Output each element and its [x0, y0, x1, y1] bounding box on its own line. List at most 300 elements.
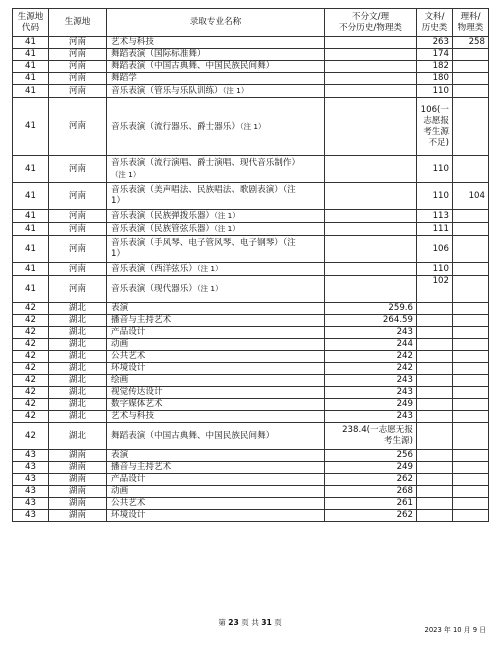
admission-score-sheet: [12, 8, 488, 522]
origin-cell: [49, 387, 107, 399]
origin-cell-text: 河南: [68, 223, 87, 234]
major-name-cell-text: 产品设计: [111, 474, 146, 484]
table-row: [13, 423, 489, 450]
origin-cell: [49, 223, 107, 236]
origin-cell: [49, 450, 107, 462]
table-row: [13, 303, 489, 315]
origin-cell-text: 河南: [68, 73, 87, 83]
origin-code-cell: [13, 399, 49, 411]
major-name-cell: [107, 486, 325, 498]
science-score-cell: [453, 375, 489, 387]
unified-score-cell: [325, 183, 417, 210]
major-name-cell: [107, 156, 325, 183]
origin-cell-text: 湖北: [68, 339, 87, 349]
unified-score-cell: [325, 156, 417, 183]
major-name-cell: [107, 37, 325, 49]
table-row: [13, 183, 489, 210]
science-score-cell: [453, 85, 489, 98]
arts-score-cell: [417, 339, 453, 351]
origin-cell-text: 河南: [68, 283, 87, 294]
arts-score-cell: [417, 327, 453, 339]
origin-code-cell: [13, 210, 49, 223]
origin-code-cell: [13, 327, 49, 339]
arts-score-cell: [417, 399, 453, 411]
table-row: [13, 61, 489, 73]
origin-cell-text: 湖北: [68, 387, 87, 397]
origin-code-cell: [13, 387, 49, 399]
major-name-cell-text: 公共艺术: [111, 351, 146, 361]
major-name-cell-text: 绘画: [111, 375, 129, 385]
unified-score-cell-text: 262: [396, 474, 413, 484]
major-name-cell: [107, 327, 325, 339]
table-row: [13, 498, 489, 510]
arts-score-cell: [417, 276, 453, 303]
major-name-cell: [107, 411, 325, 423]
major-note: （注 1）: [239, 121, 266, 131]
origin-code-cell-text: 43: [25, 486, 36, 496]
origin-code-cell-text: 42: [25, 430, 36, 441]
arts-score-cell: [417, 303, 453, 315]
unified-score-cell-text: 243: [396, 387, 413, 397]
major-name-cell-text: 播音与主持艺术: [111, 462, 172, 472]
science-score-cell-text: 258: [468, 37, 485, 47]
origin-cell-text: 湖南: [68, 462, 87, 472]
origin-code-cell-text: 43: [25, 450, 36, 460]
science-score-cell: [453, 462, 489, 474]
science-score-cell: [453, 498, 489, 510]
origin-code-cell: [13, 303, 49, 315]
science-score-cell: [453, 339, 489, 351]
unified-score-cell: [325, 236, 417, 263]
table-row: [13, 462, 489, 474]
major-name-cell-text: 表演: [111, 303, 129, 313]
unified-score-cell: [325, 498, 417, 510]
unified-score-cell-text: 238.4(一志愿无报 考生源): [342, 425, 413, 446]
table-row: [13, 276, 489, 303]
page-total: 31: [261, 618, 272, 627]
origin-code-cell-text: 42: [25, 339, 36, 349]
arts-score-cell: [417, 263, 453, 276]
major-note: （注 1）: [214, 211, 240, 220]
origin-cell: [49, 61, 107, 73]
origin-code-cell-text: 41: [25, 85, 36, 96]
origin-cell-text: 湖北: [68, 363, 87, 373]
page-suffix: 页: [271, 618, 282, 627]
arts-score-cell: [417, 486, 453, 498]
table-row: [13, 399, 489, 411]
table-row: [13, 156, 489, 183]
origin-code-cell-text: 41: [25, 190, 36, 201]
origin-code-cell-text: 41: [25, 73, 36, 83]
arts-score-cell: [417, 375, 453, 387]
table-row: [13, 223, 489, 236]
major-name-cell-text: 音乐表演（美声唱法、民族唱法、歌剧表演）（注 1）: [111, 185, 296, 206]
origin-cell: [49, 423, 107, 450]
arts-score-cell: [417, 315, 453, 327]
origin-code-cell-text: 41: [25, 223, 36, 234]
major-name-cell: [107, 236, 325, 263]
unified-score-cell: [325, 73, 417, 85]
unified-score-cell: [325, 462, 417, 474]
science-score-cell: [453, 37, 489, 49]
origin-code-cell-text: 42: [25, 399, 36, 409]
arts-score-cell-text: 263: [432, 37, 449, 47]
origin-code-cell-text: 42: [25, 387, 36, 397]
origin-cell-text: 河南: [68, 49, 87, 59]
science-score-cell: [453, 223, 489, 236]
table-row: [13, 339, 489, 351]
arts-score-cell: [417, 411, 453, 423]
arts-score-cell: [417, 387, 453, 399]
major-name-cell-text: 音乐表演（管乐与乐队训练）: [111, 86, 223, 96]
unified-score-cell: [325, 263, 417, 276]
arts-score-cell: [417, 474, 453, 486]
arts-score-cell-text: 102: [432, 276, 449, 286]
unified-score-cell: [325, 303, 417, 315]
origin-code-cell-text: 41: [25, 283, 36, 294]
origin-cell-text: 湖北: [68, 399, 87, 409]
origin-cell: [49, 37, 107, 49]
major-name-cell-text: 音乐表演（流行演唱、爵士演唱、现代音乐制作）: [111, 157, 301, 168]
science-score-cell: [453, 183, 489, 210]
science-score-cell: [453, 98, 489, 156]
origin-cell-text: 河南: [68, 190, 87, 201]
origin-code-cell-text: 41: [25, 243, 36, 254]
unified-score-cell-text: 262: [396, 510, 413, 520]
science-score-cell: [453, 49, 489, 61]
science-score-cell: [453, 486, 489, 498]
header-major: 录取专业名称: [107, 9, 325, 37]
unified-score-cell-text: 256: [396, 450, 413, 460]
arts-score-cell: [417, 37, 453, 49]
origin-code-cell-text: 42: [25, 363, 36, 373]
unified-score-cell: [325, 363, 417, 375]
unified-score-cell-text: 268: [396, 486, 413, 496]
origin-code-cell-text: 42: [25, 351, 36, 361]
science-score-cell: [453, 510, 489, 522]
unified-score-cell: [325, 375, 417, 387]
unified-score-cell: [325, 327, 417, 339]
major-name-cell-text: 舞蹈表演（中国古典舞、中国民族民间舞）: [111, 61, 275, 71]
major-name-cell: [107, 351, 325, 363]
origin-code-cell: [13, 315, 49, 327]
science-score-cell: [453, 363, 489, 375]
origin-cell: [49, 498, 107, 510]
table-row: [13, 49, 489, 61]
origin-code-cell: [13, 183, 49, 210]
header-arts-score: 文科/ 历史类: [417, 9, 453, 37]
origin-code-cell: [13, 263, 49, 276]
science-score-cell: [453, 303, 489, 315]
major-name-cell: [107, 223, 325, 236]
unified-score-cell: [325, 37, 417, 49]
major-name-cell-text: 产品设计: [111, 327, 146, 337]
origin-cell: [49, 462, 107, 474]
origin-code-cell: [13, 276, 49, 303]
arts-score-cell-text: 106: [432, 243, 449, 254]
unified-score-cell: [325, 450, 417, 462]
unified-score-cell: [325, 486, 417, 498]
origin-cell-text: 湖北: [68, 315, 87, 325]
science-score-cell: [453, 263, 489, 276]
origin-code-cell: [13, 351, 49, 363]
arts-score-cell-text: 110: [432, 85, 449, 96]
origin-cell-text: 河南: [68, 121, 87, 131]
page-prefix: 第: [218, 618, 229, 627]
arts-score-cell-text: 106(一 志愿报 考生源 不足): [420, 104, 449, 148]
unified-score-cell: [325, 315, 417, 327]
origin-code-cell: [13, 236, 49, 263]
table-row: [13, 85, 489, 98]
unified-score-cell: [325, 85, 417, 98]
arts-score-cell: [417, 462, 453, 474]
origin-code-cell-text: 42: [25, 411, 36, 421]
origin-cell: [49, 263, 107, 276]
arts-score-cell: [417, 156, 453, 183]
origin-cell-text: 河南: [68, 163, 87, 174]
origin-code-cell: [13, 510, 49, 522]
origin-cell-text: 湖北: [68, 375, 87, 385]
table-row: [13, 327, 489, 339]
origin-cell: [49, 474, 107, 486]
major-name-cell: [107, 85, 325, 98]
table-row: [13, 73, 489, 85]
science-score-cell: [453, 387, 489, 399]
science-score-cell: [453, 423, 489, 450]
table-row: [13, 486, 489, 498]
origin-cell-text: 湖北: [68, 303, 87, 313]
origin-code-cell: [13, 411, 49, 423]
document-date: 2023 年 10 月 9 日: [424, 626, 486, 634]
major-name-cell: [107, 387, 325, 399]
major-note: （注 1）: [111, 169, 141, 179]
major-name-cell-text: 公共艺术: [111, 498, 146, 508]
unified-score-cell-text: 243: [396, 375, 413, 385]
arts-score-cell: [417, 98, 453, 156]
origin-code-cell-text: 41: [25, 263, 36, 274]
major-name-cell-text: 音乐表演（西洋弦乐）: [111, 264, 197, 274]
origin-code-cell: [13, 223, 49, 236]
header-origin-code: 生源地 代码: [13, 9, 49, 37]
origin-code-cell-text: 43: [25, 510, 36, 520]
origin-cell-text: 湖北: [68, 411, 87, 421]
arts-score-cell: [417, 49, 453, 61]
major-name-cell: [107, 263, 325, 276]
table-row: [13, 351, 489, 363]
science-score-cell: [453, 315, 489, 327]
origin-code-cell: [13, 37, 49, 49]
major-name-cell-text: 播音与主持艺术: [111, 315, 172, 325]
origin-code-cell-text: 43: [25, 474, 36, 484]
table-row: [13, 236, 489, 263]
origin-code-cell: [13, 423, 49, 450]
origin-cell-text: 湖南: [68, 450, 87, 460]
origin-code-cell: [13, 73, 49, 85]
origin-cell-text: 湖南: [68, 474, 87, 484]
science-score-cell-text: 104: [468, 190, 485, 201]
table-row: [13, 363, 489, 375]
unified-score-cell: [325, 411, 417, 423]
major-name-cell-text: 舞蹈表演（中国古典舞、中国民族民间舞）: [111, 430, 275, 441]
origin-cell: [49, 276, 107, 303]
arts-score-cell-text: 113: [432, 210, 449, 221]
table-row: [13, 315, 489, 327]
origin-code-cell-text: 41: [25, 121, 36, 131]
major-name-cell: [107, 474, 325, 486]
unified-score-cell-text: 249: [396, 399, 413, 409]
origin-cell: [49, 363, 107, 375]
unified-score-cell-text: 244: [396, 339, 413, 349]
origin-code-cell: [13, 49, 49, 61]
major-name-cell: [107, 375, 325, 387]
header-unified-score: 不分文/理 不分历史/物理类: [325, 9, 417, 37]
origin-code-cell-text: 41: [25, 210, 36, 221]
major-name-cell: [107, 183, 325, 210]
arts-score-cell: [417, 510, 453, 522]
unified-score-cell-text: 264.59: [382, 315, 413, 325]
origin-cell: [49, 327, 107, 339]
unified-score-cell-text: 242: [396, 351, 413, 361]
origin-code-cell-text: 43: [25, 462, 36, 472]
science-score-cell: [453, 411, 489, 423]
origin-code-cell: [13, 498, 49, 510]
major-name-cell-text: 动画: [111, 339, 129, 349]
table-row: [13, 474, 489, 486]
major-name-cell: [107, 363, 325, 375]
major-name-cell-text: 艺术与科技: [111, 37, 154, 47]
arts-score-cell: [417, 351, 453, 363]
major-name-cell-text: 音乐表演（现代器乐）: [111, 284, 197, 294]
origin-code-cell: [13, 339, 49, 351]
origin-cell-text: 河南: [68, 243, 87, 254]
science-score-cell: [453, 351, 489, 363]
table-row: [13, 263, 489, 276]
major-name-cell-text: 音乐表演（民族弹拨乐器）: [111, 211, 215, 221]
origin-code-cell: [13, 375, 49, 387]
major-name-cell: [107, 276, 325, 303]
origin-cell: [49, 399, 107, 411]
admission-score-table: [12, 8, 489, 522]
unified-score-cell: [325, 339, 417, 351]
arts-score-cell: [417, 61, 453, 73]
unified-score-cell: [325, 210, 417, 223]
origin-cell-text: 湖北: [68, 351, 87, 361]
origin-cell-text: 湖北: [68, 430, 87, 441]
unified-score-cell: [325, 98, 417, 156]
origin-cell-text: 河南: [68, 61, 87, 71]
origin-cell: [49, 411, 107, 423]
table-row: [13, 411, 489, 423]
table-row: [13, 450, 489, 462]
major-name-cell: [107, 49, 325, 61]
unified-score-cell: [325, 61, 417, 73]
arts-score-cell-text: 111: [432, 223, 449, 234]
major-note: （注 1）: [222, 86, 249, 95]
science-score-cell: [453, 327, 489, 339]
origin-cell: [49, 236, 107, 263]
origin-code-cell-text: 42: [25, 303, 36, 313]
science-score-cell: [453, 73, 489, 85]
origin-cell-text: 河南: [68, 210, 87, 221]
major-name-cell: [107, 339, 325, 351]
origin-code-cell: [13, 61, 49, 73]
origin-cell: [49, 375, 107, 387]
arts-score-cell-text: 110: [432, 263, 449, 274]
arts-score-cell: [417, 450, 453, 462]
major-name-cell: [107, 210, 325, 223]
origin-cell: [49, 486, 107, 498]
origin-cell: [49, 351, 107, 363]
major-name-cell: [107, 399, 325, 411]
origin-cell: [49, 183, 107, 210]
origin-code-cell-text: 41: [25, 37, 36, 47]
arts-score-cell: [417, 223, 453, 236]
page-current: 23: [228, 618, 239, 627]
major-name-cell-text: 表演: [111, 450, 129, 460]
unified-score-cell: [325, 423, 417, 450]
major-name-cell: [107, 450, 325, 462]
arts-score-cell-text: 180: [432, 73, 449, 83]
origin-cell: [49, 315, 107, 327]
table-body: [13, 37, 489, 522]
major-name-cell-text: 音乐表演（手风琴、电子管风琴、电子钢琴）（注 1）: [111, 238, 296, 259]
origin-code-cell: [13, 363, 49, 375]
major-note: （注 1）: [196, 284, 223, 293]
arts-score-cell-text: 174: [432, 49, 449, 59]
origin-cell-text: 河南: [68, 37, 87, 47]
major-name-cell: [107, 423, 325, 450]
arts-score-cell: [417, 236, 453, 263]
major-name-cell-text: 音乐表演（流行器乐、爵士器乐）: [111, 121, 240, 132]
major-name-cell: [107, 303, 325, 315]
table-row: [13, 387, 489, 399]
major-name-cell-text: 音乐表演（民族管弦乐器）: [111, 224, 215, 234]
table-row: [13, 375, 489, 387]
major-name-cell: [107, 73, 325, 85]
science-score-cell: [453, 276, 489, 303]
origin-cell-text: 湖北: [68, 327, 87, 337]
science-score-cell: [453, 61, 489, 73]
origin-code-cell: [13, 98, 49, 156]
origin-code-cell: [13, 474, 49, 486]
science-score-cell: [453, 474, 489, 486]
origin-code-cell-text: 41: [25, 61, 36, 71]
origin-cell-text: 湖南: [68, 498, 87, 508]
science-score-cell: [453, 399, 489, 411]
arts-score-cell: [417, 363, 453, 375]
origin-cell: [49, 156, 107, 183]
major-name-cell-text: 舞蹈表演（国际标准舞）: [111, 49, 206, 59]
science-score-cell: [453, 236, 489, 263]
unified-score-cell: [325, 351, 417, 363]
unified-score-cell-text: 249: [396, 462, 413, 472]
origin-code-cell: [13, 85, 49, 98]
origin-code-cell: [13, 486, 49, 498]
origin-cell-text: 湖南: [68, 510, 87, 520]
major-note: （注 1）: [214, 224, 240, 233]
science-score-cell: [453, 210, 489, 223]
origin-cell: [49, 98, 107, 156]
major-name-cell-text: 舞蹈学: [111, 73, 137, 83]
arts-score-cell-text: 110: [432, 190, 449, 201]
unified-score-cell: [325, 223, 417, 236]
origin-code-cell-text: 42: [25, 327, 36, 337]
unified-score-cell-text: 261: [396, 498, 413, 508]
major-name-cell: [107, 462, 325, 474]
unified-score-cell: [325, 474, 417, 486]
arts-score-cell: [417, 183, 453, 210]
arts-score-cell: [417, 85, 453, 98]
